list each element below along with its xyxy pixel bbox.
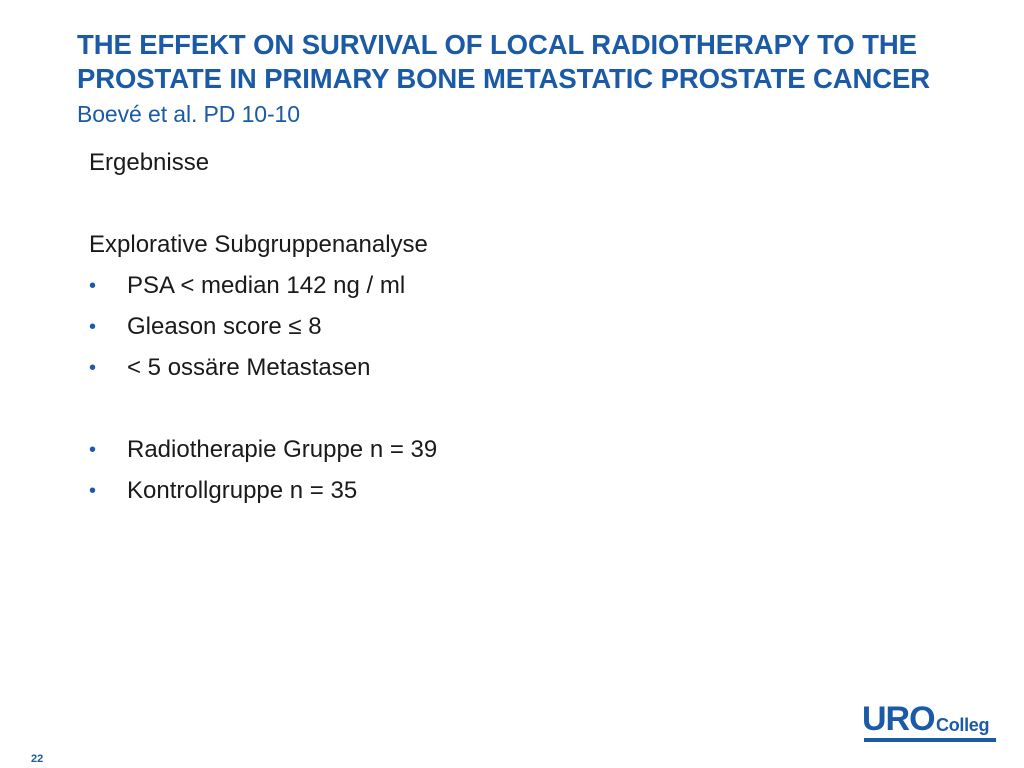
list-item bbox=[89, 269, 889, 310]
bullet-icon: • bbox=[89, 439, 97, 461]
bullet-icon: • bbox=[89, 357, 97, 379]
logo-colleg-text: Colleg bbox=[936, 715, 990, 735]
bullet-text: PSA < median 142 ng / ml bbox=[127, 272, 406, 299]
urocolleg-logo bbox=[862, 701, 1002, 745]
bullet-icon: • bbox=[89, 316, 97, 338]
bullet-text: < 5 ossäre Metastasen bbox=[127, 354, 371, 381]
page-number: 22 bbox=[31, 753, 44, 765]
list-item bbox=[89, 351, 889, 392]
logo-uro-text: URO bbox=[862, 700, 935, 738]
spacer bbox=[89, 392, 889, 433]
bullet-text: Kontrollgruppe n = 35 bbox=[127, 477, 358, 504]
bullet-text: Radiotherapie Gruppe n = 39 bbox=[127, 436, 438, 463]
list-item bbox=[89, 433, 889, 474]
bullet-icon: • bbox=[89, 480, 97, 502]
slide-title bbox=[77, 28, 977, 131]
list-item bbox=[89, 474, 889, 515]
list-item bbox=[89, 310, 889, 351]
reference-citation: Boevé et al. PD 10-10 bbox=[77, 101, 300, 127]
slide-title-text: THE EFFEKT ON SURVIVAL OF LOCAL RADIOTHERAPY TO THE PROSTATE IN PRIMARY BONE METASTATIC PROSTATE CANCER bbox=[77, 29, 931, 94]
bullet-text: Gleason score ≤ 8 bbox=[127, 313, 322, 340]
slide-content bbox=[89, 146, 889, 515]
subgroup-analysis-heading: Explorative Subgruppenanalyse bbox=[89, 231, 428, 258]
logo-underline bbox=[864, 738, 996, 742]
bullet-icon: • bbox=[89, 275, 97, 297]
spacer bbox=[89, 187, 889, 228]
results-heading: Ergebnisse bbox=[89, 149, 210, 176]
